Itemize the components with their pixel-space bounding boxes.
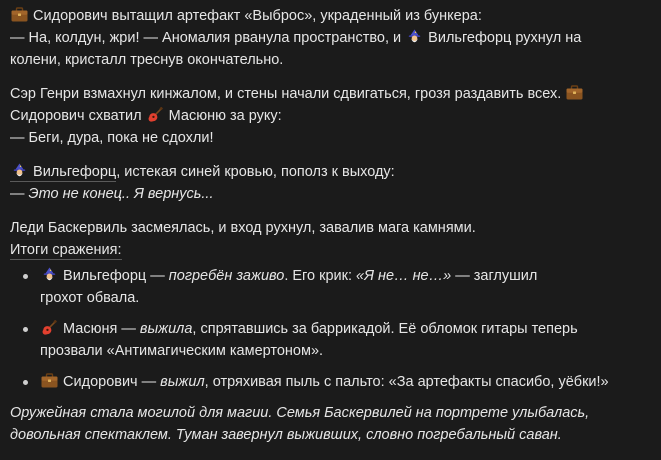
text: Сидорович — — [63, 374, 161, 390]
name-underlined — [10, 164, 116, 182]
bullet — [23, 380, 28, 385]
paragraph-epilogue — [10, 402, 651, 446]
wizard-icon — [41, 267, 58, 282]
wizard-icon — [406, 29, 423, 44]
briefcase-icon — [11, 7, 28, 22]
text: Масюня — — [63, 321, 140, 337]
text: Сидорович схватил — [10, 108, 142, 124]
status: выжила — [139, 321, 193, 337]
results-heading: Итоги сражения: — [10, 242, 122, 258]
text: прозвали «Антимагическим камертоном». — [40, 343, 324, 359]
status: выжил — [160, 374, 205, 390]
text: — Беги, дура, пока не сдохли! — [10, 130, 214, 146]
briefcase-icon — [566, 85, 583, 100]
briefcase-icon — [41, 373, 58, 388]
wizard-icon — [11, 163, 28, 178]
list-item — [10, 318, 651, 362]
text: Сэр Генри взмахнул кинжалом, и стены начали сдвигаться, грозя раздавить всех. — [10, 86, 562, 102]
guitar-icon — [41, 320, 58, 335]
text: Вильгефорц — — [63, 268, 169, 284]
text: , спрятавшись за баррикадой. Её обломок гитары теперь — [192, 321, 578, 337]
paragraph-walls — [10, 83, 651, 149]
text: — заглушил — [451, 268, 538, 284]
text: Масюню за руку: — [168, 108, 282, 124]
text: Вильгефорц рухнул на — [428, 30, 582, 46]
text: , отряхивая пыль с пальто: «За артефакты спасибо, уёбки!» — [204, 374, 609, 390]
results-list — [10, 265, 651, 393]
bullet — [23, 274, 28, 279]
quote: «Я не… не…» — [356, 268, 452, 284]
status: погребён заживо — [168, 268, 285, 284]
text: — На, колдун, жри! — Аномалия рванула пространство, и — [10, 30, 402, 46]
italic-quote: Это не конец.. Я вернусь... — [28, 186, 214, 202]
text: грохот обвала. — [40, 290, 140, 306]
text: Леди Баскервиль засмеялась, и вход рухнул, завалив мага камнями. — [10, 220, 476, 236]
dash: — — [10, 186, 29, 202]
guitar-icon — [147, 107, 164, 122]
text: . Его крик: — [284, 268, 357, 284]
character-name: Вильгефорц — [33, 164, 117, 180]
italic-text: Оружейная стала могилой для магии. Семья Баскервилей на портрете улыбалась, — [10, 405, 590, 421]
text: колени, кристалл треснув окончательно. — [10, 52, 284, 68]
italic-text: довольная спектаклем. Туман завернул выживших, словно погребальный саван. — [10, 427, 562, 443]
list-item — [10, 371, 651, 393]
list-item — [10, 265, 651, 309]
text: , истекая синей кровью, пополз к выходу: — [116, 164, 395, 180]
paragraph-baskerville — [10, 217, 651, 261]
bullet — [23, 327, 28, 332]
paragraph-artifact — [10, 5, 651, 71]
paragraph-vilgefortz — [10, 161, 651, 205]
text: Сидорович вытащил артефакт «Выброс», украденный из бункера: — [33, 8, 482, 24]
